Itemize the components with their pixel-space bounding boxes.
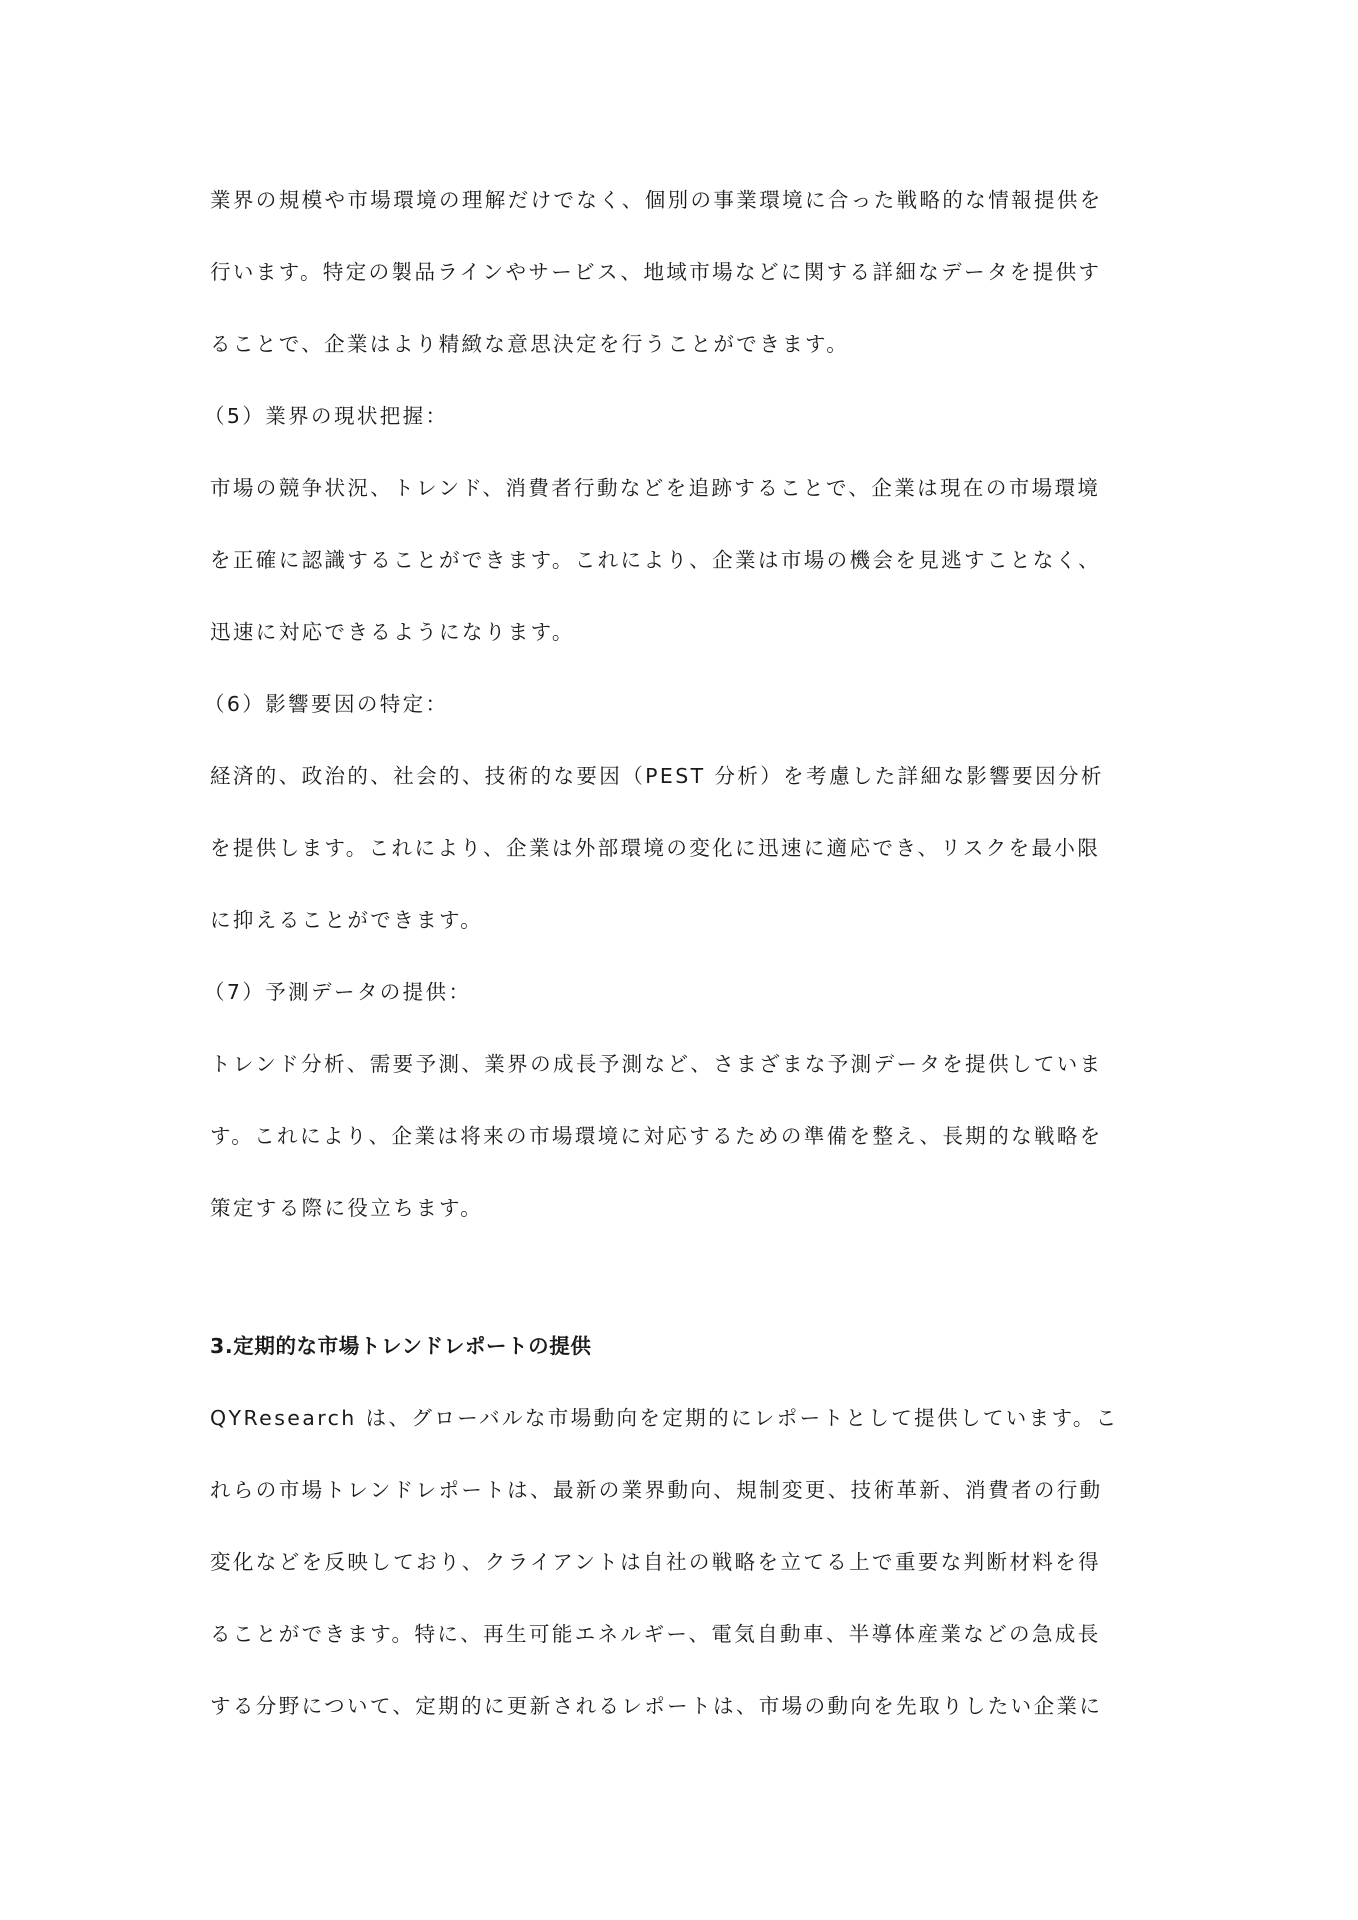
section-spacer <box>210 1262 1170 1328</box>
text-line: ることで、企業はより精緻な意思決定を行うことができます。 <box>210 332 850 356</box>
section-3-title: 3.定期的な市場トレンドレポートの提供 <box>210 1334 592 1358</box>
heading-item-6: （6）影響要因の特定： <box>204 692 449 716</box>
text-line: 経済的、政治的、社会的、技術的な要因（PEST 分析）を考慮した詳細な影響要因分析 <box>210 764 1104 788</box>
text-line: 迅速に対応できるようになります。 <box>210 620 575 644</box>
text-line: を正確に認識することができます。これにより、企業は市場の機会を見逃すことなく、 <box>210 548 1102 572</box>
paragraph-trend-reports <box>210 1400 1170 1760</box>
text-line: す。これにより、企業は将来の市場環境に対応するための準備を整え、長期的な戦略を <box>210 1124 1103 1148</box>
paragraph-current-status <box>210 470 1170 686</box>
text-line: れらの市場トレンドレポートは、最新の業界動向、規制変更、技術革新、消費者の行動 <box>210 1478 1103 1502</box>
text-line: 策定する際に役立ちます。 <box>210 1196 484 1220</box>
text-line: トレンド分析、需要予測、業界の成長予測など、さまざまな予測データを提供していま <box>210 1052 1103 1076</box>
paragraph-influence-factors <box>210 758 1170 974</box>
text-line: に抑えることができます。 <box>210 908 484 932</box>
text-line: QYResearch は、グローバルな市場動向を定期的にレポートとして提供しています。こ <box>210 1406 1119 1430</box>
document-body <box>204 182 1170 1760</box>
text-line: ることができます。特に、再生可能エネルギー、電気自動車、半導体産業などの急成長 <box>210 1622 1101 1646</box>
text-line: を提供します。これにより、企業は外部環境の変化に迅速に適応でき、リスクを最小限 <box>210 836 1101 860</box>
paragraph-strategic-info <box>210 182 1170 398</box>
text-line: 変化などを反映しており、クライアントは自社の戦略を立てる上で重要な判断材料を得 <box>210 1550 1102 1574</box>
heading-item-5: （5）業界の現状把握： <box>204 404 449 428</box>
text-line: 行います。特定の製品ラインやサービス、地域市場などに関する詳細なデータを提供す <box>210 260 1102 284</box>
text-line: する分野について、定期的に更新されるレポートは、市場の動向を先取りしたい企業に <box>210 1694 1103 1718</box>
heading-item-7: （7）予測データの提供： <box>204 980 472 1004</box>
paragraph-forecast-data <box>210 1046 1170 1262</box>
text-line: 市場の競争状況、トレンド、消費者行動などを追跡することで、企業は現在の市場環境 <box>210 476 1101 500</box>
text-line: 業界の規模や市場環境の理解だけでなく、個別の事業環境に合った戦略的な情報提供を <box>210 188 1103 212</box>
